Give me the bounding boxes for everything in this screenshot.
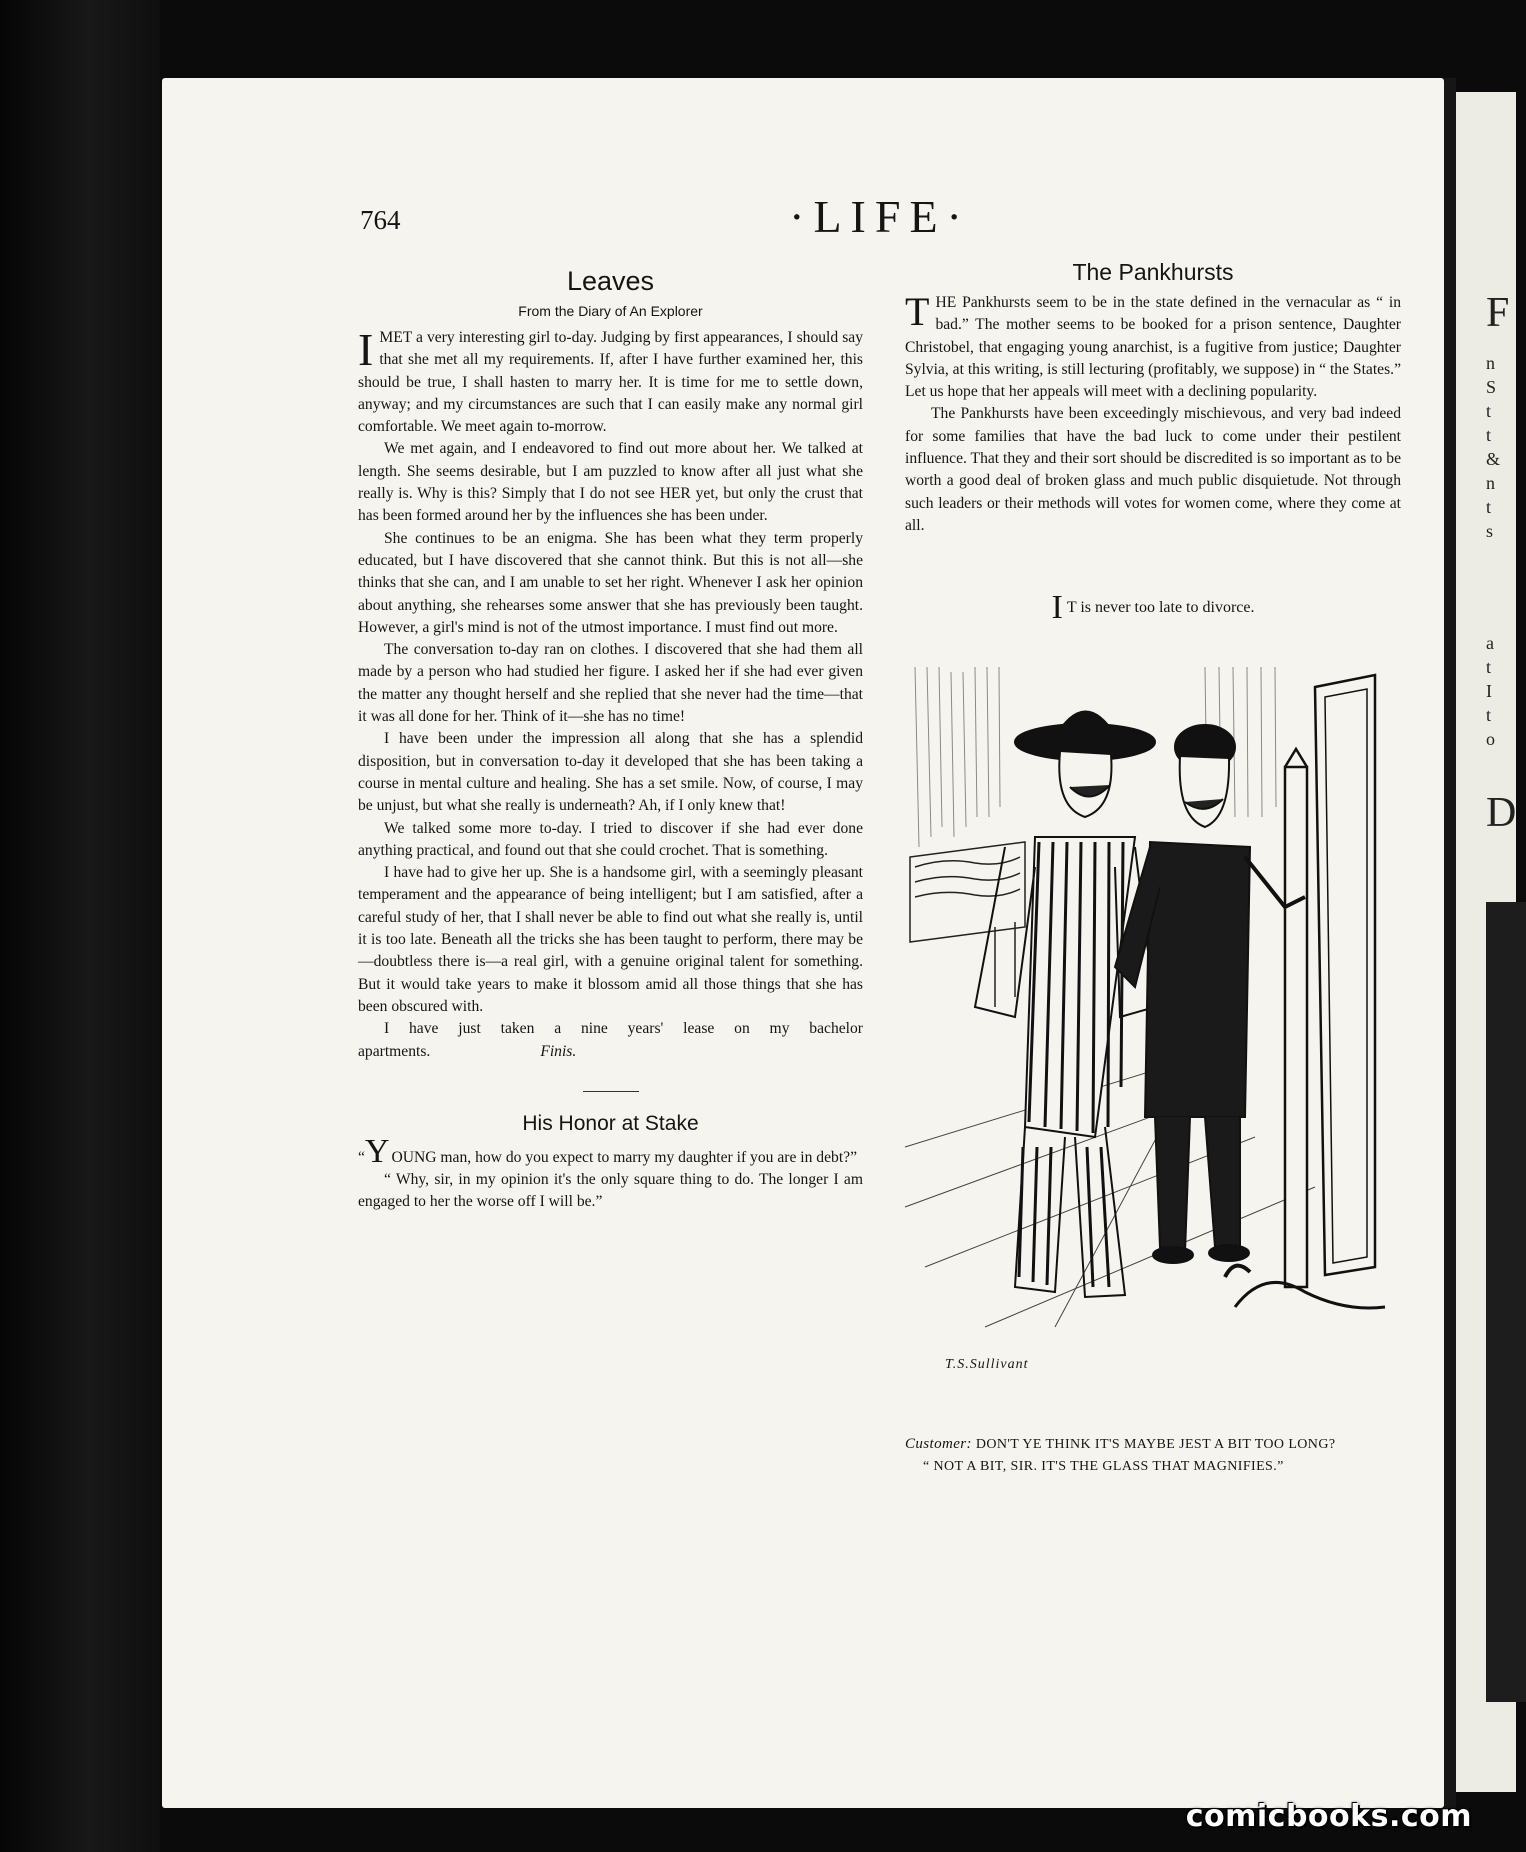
article-title-leaves: Leaves — [566, 266, 655, 296]
facing-page-illustration-edge — [1486, 902, 1526, 1702]
article-title-honor: His Honor at Stake — [522, 1111, 699, 1135]
honor-paragraph: “ Why, sir, in my opinion it's the only square thing to do. The longer I am engaged to her the worse off I will be.” — [358, 1171, 863, 1211]
facing-page-glyph: F — [1486, 290, 1510, 336]
left-column — [358, 260, 863, 1214]
dropcap: I — [358, 324, 374, 375]
leaves-paragraph: She continues to be an enigma. She has been what they term properly educated, but I have discovered that she cannot think. But this is not all—she thinks that she can, and I am unable to set her right. Whenever I ask her opinion about anything, she rehearses some answer that she has previously been taught. However, a girl's mind is not of the utmost importance. I must find out more. — [358, 529, 863, 636]
caption-line: DON'T YE THINK IT'S MAYBE JEST A BIT TOO LONG? — [975, 1437, 1336, 1453]
section-divider — [583, 1091, 639, 1092]
leaves-paragraph: I have had to give her up. She is a handsome girl, with a seemingly pleasant temperament and the appearance of being intelligent; but I am satisfied, after a careful study of her, that I shall never be able to find out what she really is, until it is too late. Beneath all the tricks she has been taught to perform, there may be—doubtless there is—a real girl, with a genuine original talent for something. But it would take years to make it blossom amid all those things that she has been obscured with. — [358, 864, 863, 1015]
right-column — [905, 255, 1401, 1478]
facing-page-glyph: s — [1486, 521, 1494, 541]
watermark: comicbooks.com — [1185, 1799, 1472, 1834]
facing-page-glyph: S — [1486, 377, 1497, 397]
cartoon-drawing — [905, 667, 1401, 1347]
leaves-paragraph: I MET a very interesting girl to-day. Judging by first appearances, I should say that she met all my requirements. If, after I have further examined her, this should be true, I shall hasten to marry her. It is time for me to settle down, anyway; and my circumstances are such that I can easily make any normal girl comfortable. We meet again to-morrow. — [358, 324, 863, 436]
facing-page-glyph: a — [1486, 633, 1494, 653]
facing-page-glyph: t — [1486, 497, 1492, 517]
facing-page-glyph: n — [1486, 353, 1495, 373]
facing-page-edge — [1456, 92, 1516, 1792]
facing-page-glyph: I — [1486, 681, 1492, 701]
cartoon-caption — [905, 1433, 1401, 1478]
facing-page-glyph: & — [1486, 449, 1501, 469]
finis-signoff: Finis. — [540, 1042, 577, 1060]
cartoon-illustration — [905, 667, 1401, 1427]
pankhursts-paragraph: THE Pankhursts seem to be in the state defined in the vernacular as “ in bad.” The mother seems to be booked for a prison sentence, Daughter Christobel, that engaging young anarchist, is a fugitive from justice; Daughter Sylvia, at this writing, is still lecturing (profitably, we suppose) in “ the States.” Let us hope that her appeals will meet with a declining popularity. — [905, 289, 1401, 401]
facing-page-glyph: t — [1486, 705, 1492, 725]
facing-page-glyph: t — [1486, 657, 1492, 677]
leaves-paragraph: I have just taken a nine years' lease on my bachelor apartments. Finis. — [358, 1020, 863, 1060]
pankhursts-paragraph: The Pankhursts have been exceedingly mischievous, and very bad indeed for some families that have the bad luck to come under their pestilent influence. That they and their sort should be discredited is so important as to be worth a good deal of broken glass and much public disquietude. Not through such leaders or their methods will votes for women come, where they come at all. — [905, 405, 1401, 534]
caption-speaker: Customer: — [905, 1436, 972, 1453]
page-gutter — [1444, 78, 1456, 1808]
masthead: ·LIFE· — [789, 191, 971, 242]
dropcap: Y — [364, 1132, 390, 1170]
artist-signature: T.S.Sullivant — [945, 1357, 1029, 1373]
epigram: I T is never too late to divorce. — [1051, 589, 1255, 627]
facing-page-glyph: t — [1486, 425, 1492, 445]
facing-page-glyph: D — [1486, 790, 1517, 836]
facing-page-glyph: n — [1486, 473, 1495, 493]
facing-page-glyph: o — [1486, 729, 1495, 749]
article-subtitle-leaves: From the Diary of An Explorer — [518, 303, 703, 319]
page-number: 764 — [360, 205, 401, 235]
leaves-paragraph: The conversation to-day ran on clothes. I discovered that she had them all made by a person who had studied her figure. I asked her if she had ever given the matter any thought herself and she replied that she never had the time—that it was all done for her. Think of it—she has no time! — [358, 641, 863, 726]
leaves-paragraph: We met again, and I endeavored to find out more about her. We talked at length. She seems desirable, but I am puzzled to know after all just what she really is. Why is this? Simply that I do not see HER yet, but only the crust that has been formed around her by the influences she has been under. — [358, 440, 863, 525]
leaves-paragraph: We talked some more to-day. I tried to discover if she had ever done anything practical, and found out that she could crochet. That is something. — [358, 819, 863, 859]
caption-line: “ NOT A BIT, SIR. IT'S THE GLASS THAT MAGNIFIES.” — [923, 1459, 1284, 1475]
scan-border-left — [0, 0, 160, 1852]
dropcap: T — [905, 289, 930, 334]
leaves-paragraph: I have been under the impression all along that she has a splendid disposition, but in conversation to-day it developed that she has been taking a course in mental culture and healing. She has a set smile. Now, of course, I may be unjust, but what she really is underneath? Ah, if I only knew that! — [358, 730, 863, 815]
honor-paragraph: “Y OUNG man, how do you expect to marry my daughter if you are in debt?” — [358, 1132, 857, 1170]
facing-page-glyph: t — [1486, 401, 1492, 421]
article-title-pankhursts: The Pankhursts — [1072, 259, 1234, 285]
